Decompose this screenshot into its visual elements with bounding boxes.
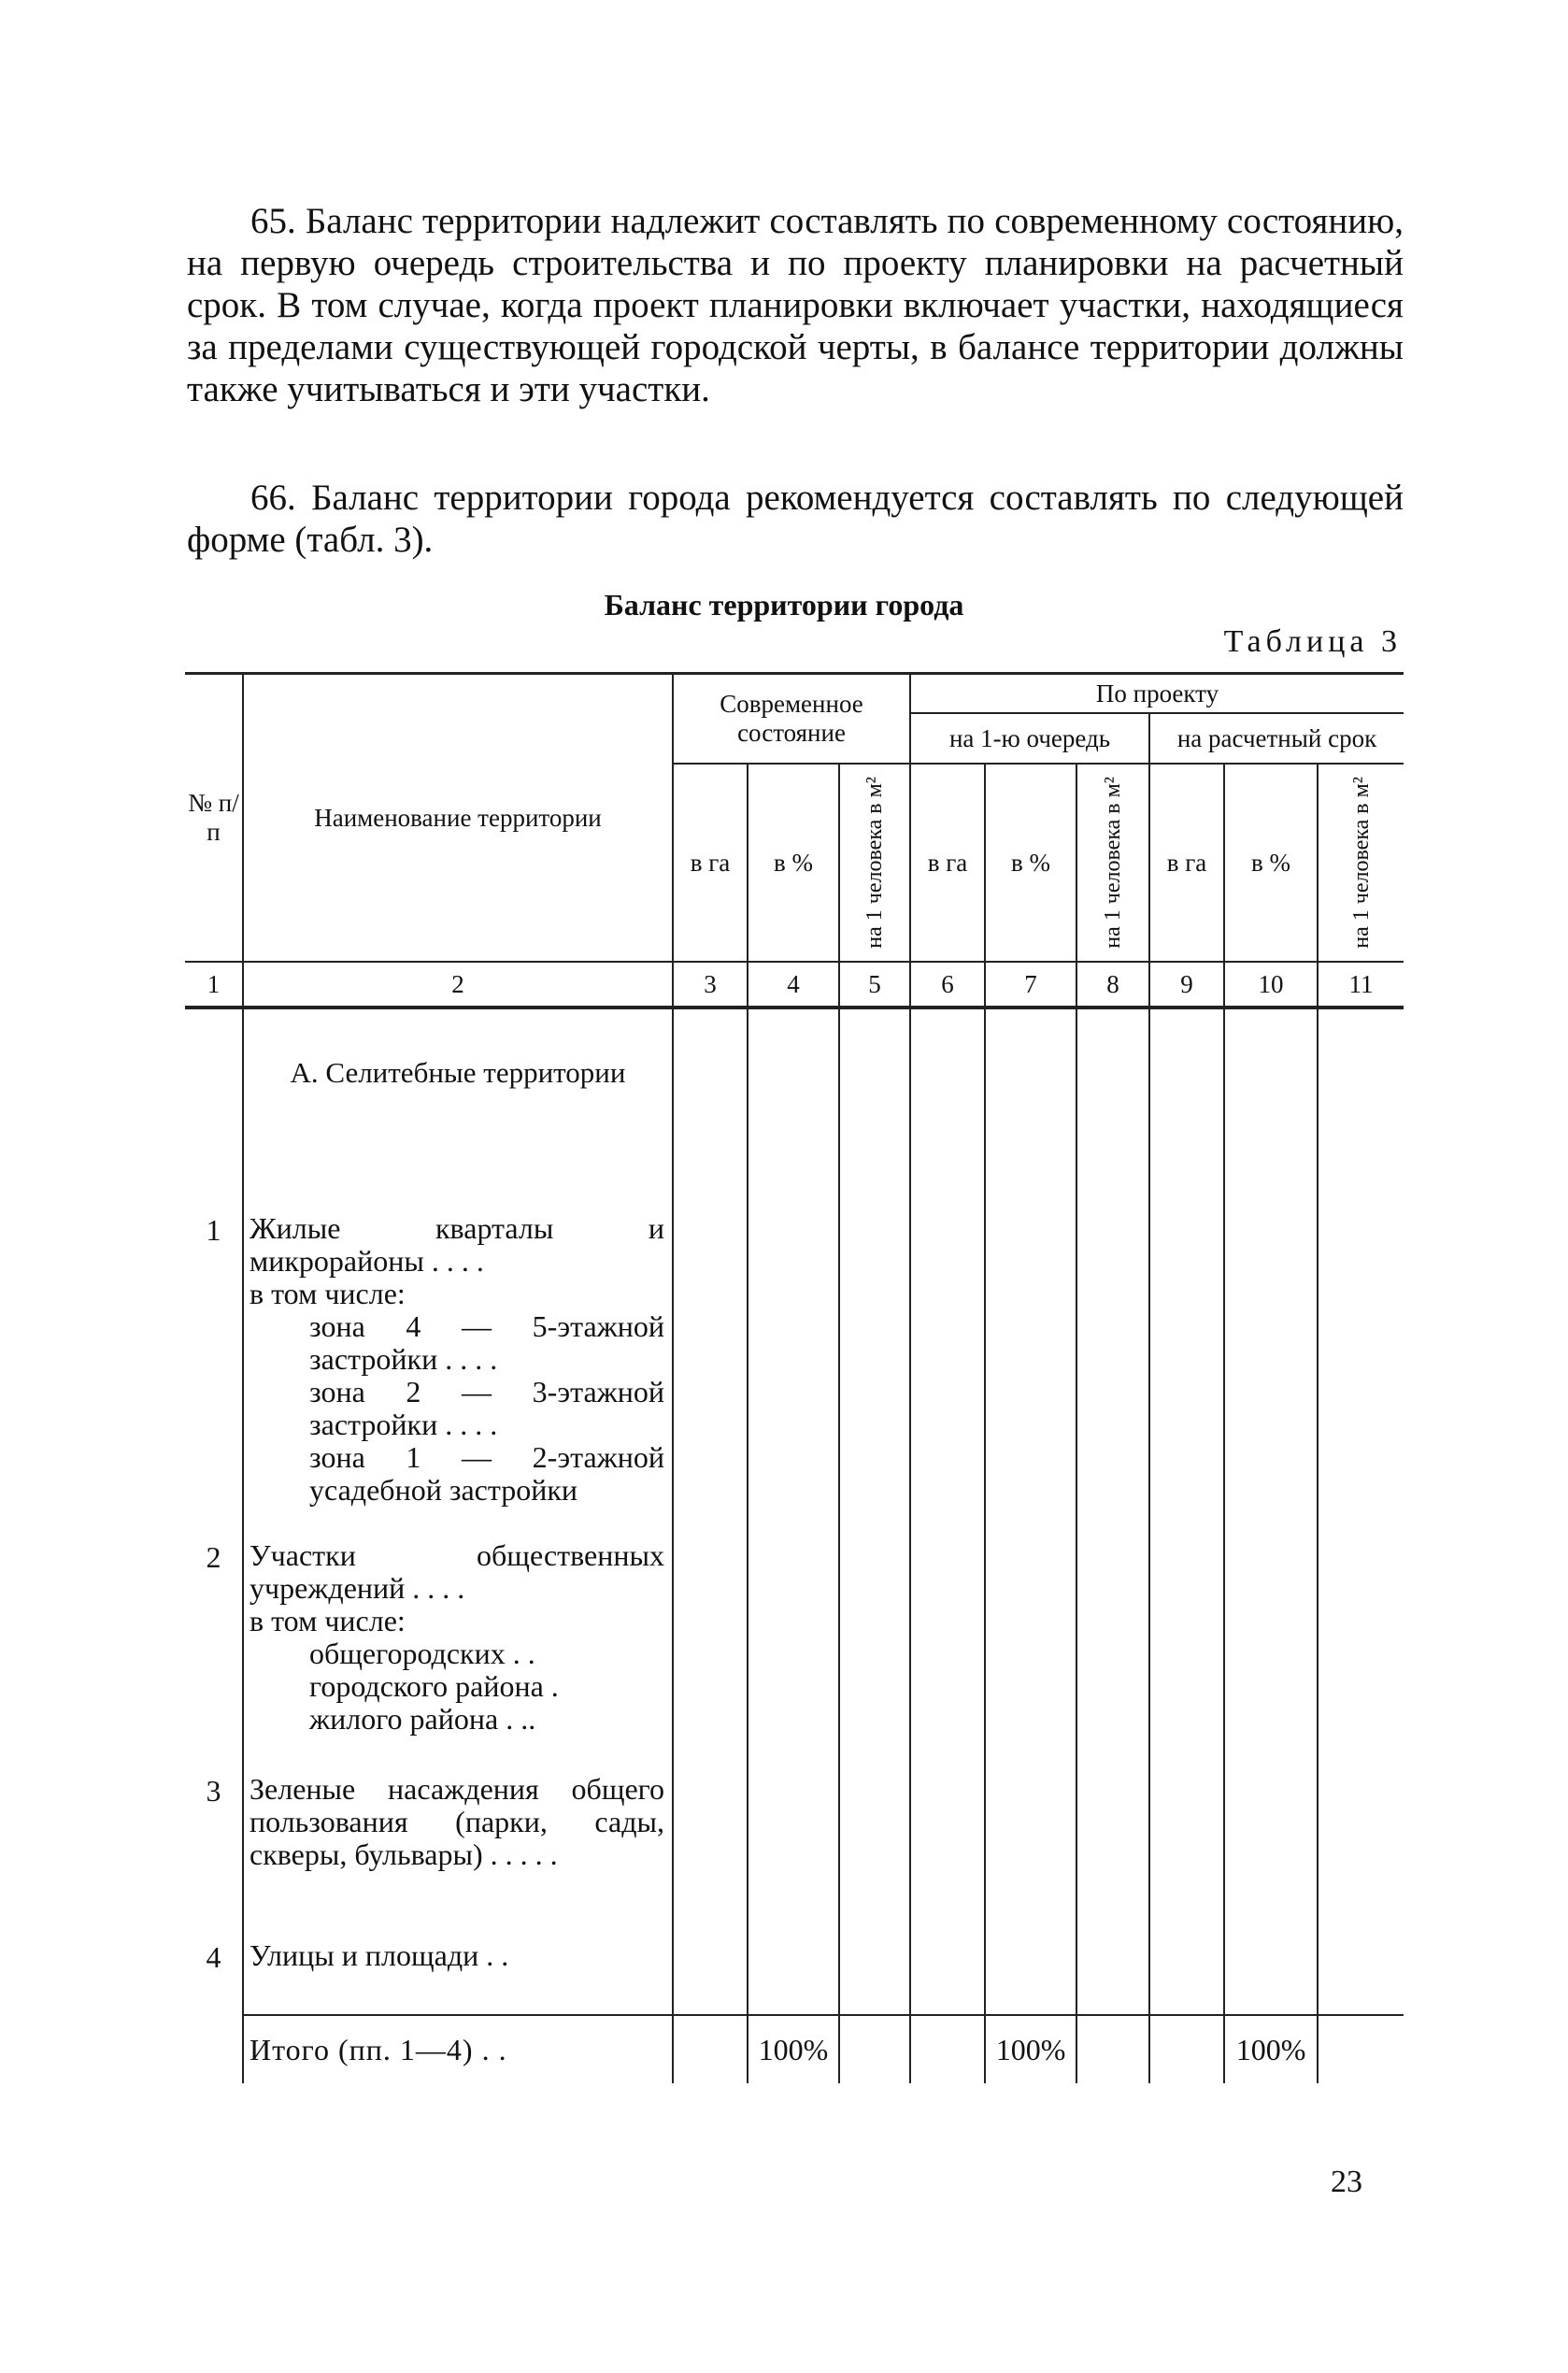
col-number: 10 [1224,962,1318,1008]
table-row [185,1773,1404,1939]
header-pct-current: в % [748,764,839,962]
col-number: 6 [910,962,985,1008]
total-pct-first: 100% [985,2015,1076,2083]
col-number: 3 [673,962,748,1008]
col-number: 1 [185,962,243,1008]
header-ha-current: в га [673,764,748,962]
header-calc-term: на расчетный срок [1149,713,1404,764]
col-number: 7 [985,962,1076,1008]
header-per-person-calc: на 1 человека в м² [1318,764,1404,962]
table-title: Баланс территории города [604,588,964,622]
row-sub-item: городского района . [309,1669,559,1703]
col-number: 5 [839,962,910,1008]
row-sub-item: зона 1 — 2-этажной усадебной застройки [309,1440,664,1507]
header-pct-first: в % [985,764,1076,962]
header-per-person-current: на 1 человека в м² [839,764,910,962]
row-name: Улицы и площади . . [249,1938,509,1972]
row-name: Зеленые насаждения общего пользования (парки, сады, скверы, бульвары) . . . . . [249,1772,664,1871]
table-row [185,1212,1404,1539]
section-title: А. Селитебные территории [243,1008,673,1212]
header-project: По проекту [910,674,1404,714]
table-row [185,1539,1404,1773]
header-num: № п/п [185,674,243,963]
row-name: Жилые кварталы и микрорайоны . . . . [249,1211,664,1278]
total-row [185,2015,1404,2083]
row-index: 2 [185,1539,243,1773]
col-number: 4 [748,962,839,1008]
header-per-person-first: на 1 человека в м² [1076,764,1149,962]
total-pct-calc: 100% [1224,2015,1318,2083]
header-ha-calc: в га [1149,764,1224,962]
row-name: Участки общественных учреждений . . . . [249,1538,664,1605]
header-name: Наименование территории [243,674,673,963]
row-index: 1 [185,1212,243,1539]
row-sub-item: общегородских . . [309,1637,535,1670]
row-subtitle: в том числе: [249,1604,406,1637]
row-sub-item: зона 2 — 3-этажной застройки . . . . [309,1375,664,1441]
header-first-stage: на 1-ю очередь [910,713,1149,764]
table-row [185,1939,1404,2015]
col-number: 8 [1076,962,1149,1008]
header-ha-first: в га [910,764,985,962]
row-sub-item: жилого района . .. [309,1702,536,1736]
header-current: Современное состояние [673,674,910,765]
col-number: 9 [1149,962,1224,1008]
col-number: 11 [1318,962,1404,1008]
paragraph-66: 66. Баланс территории города рекомендуется составлять по следующей форме (табл. 3). [187,478,1404,560]
row-subtitle: в том числе: [249,1277,406,1310]
col-number: 2 [243,962,673,1008]
table-number: Таблица 3 [1223,624,1402,659]
row-sub-item: зона 4 — 5-этажной застройки . . . . [309,1309,664,1376]
territory-balance-table [185,672,1404,2083]
page-number: 23 [1331,2165,1362,2199]
row-index: 3 [185,1773,243,1939]
header-pct-calc: в % [1224,764,1318,962]
row-index: 4 [185,1939,243,2015]
total-pct-current: 100% [748,2015,839,2083]
paragraph-65: 65. Баланс территории надлежит составлять по современному состоянию, на первую очередь строительства и по проекту планировки на расчетный срок. В том случае, когда проект планировки включает участки, находящиеся за пределами существующей городской черты, в балансе территории должны также учитываться и эти участки. [187,201,1404,409]
total-label: Итого (пп. 1—4) . . [243,2015,673,2083]
